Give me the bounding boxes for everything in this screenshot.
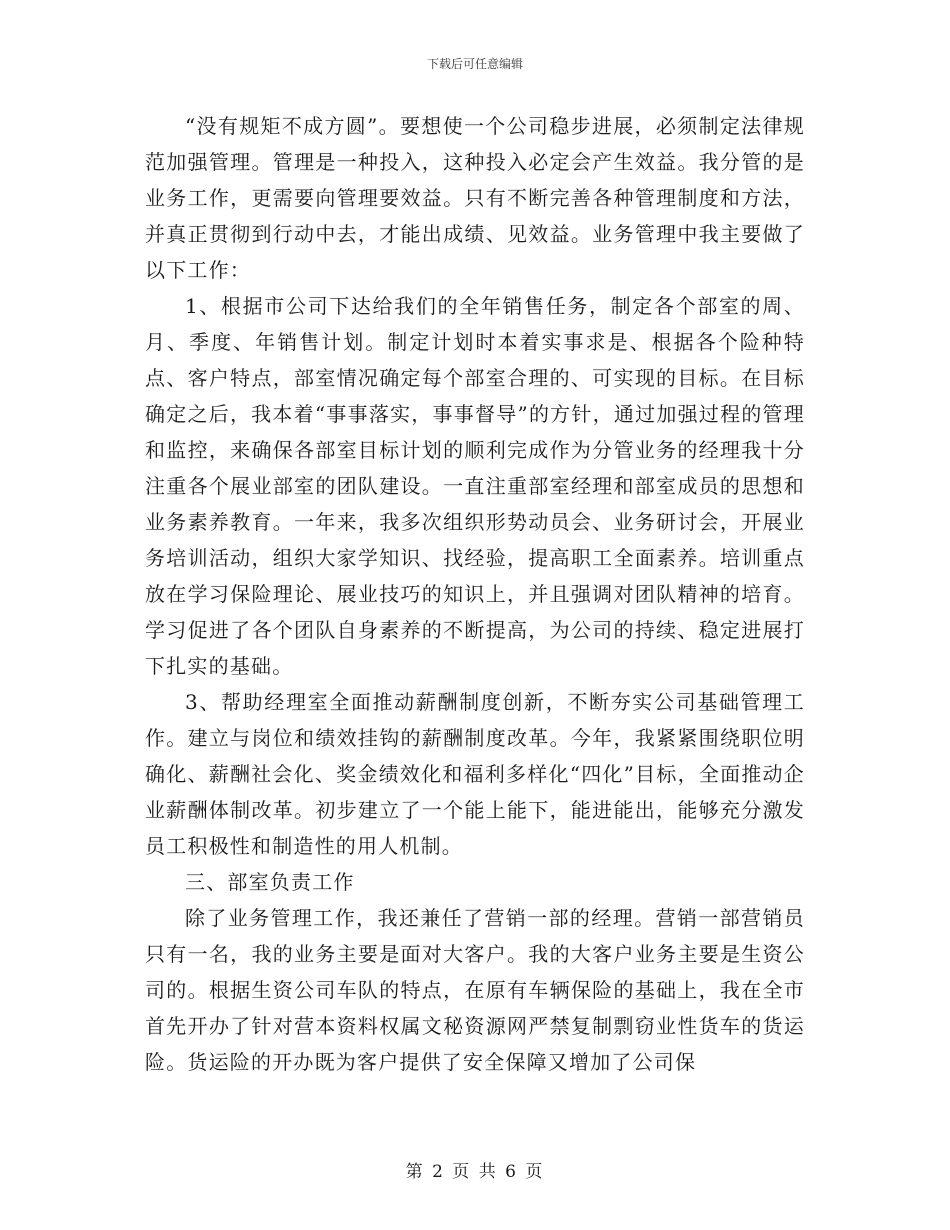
paragraph-item-1-sales-plan: 1、根据市公司下达给我们的全年销售任务，制定各个部室的周、月、季度、年销售计划。制定计划时本着实事求是、根据各个险种特点、客户特点，部室情况确定每个部室合理的、可实现的目标。在目标确定之后，我本着“事事落实，事事督导”的方针，通过加强过程的管理和监控，来确保各部室目标计划的顺利完成作为分管业务的经理我十分注重各个展业部室的团队建设。一直注重部室经理和部室成员的思想和业务素养教育。一年来，我多次组织形势动员会、业务研讨会，开展业务培训活动，组织大家学知识、找经验，提高职工全面素养。培训重点放在学习保险理论、展业技巧的知识上，并且强调对团队精神的培育。学习促进了各个团队自身素养的不断提高，为公司的持续、稳定进展打下扎实的基础。	[145, 294, 805, 678]
section-heading-department-work: 三、部室负责工作	[185, 870, 355, 894]
document-body	[145, 108, 805, 1080]
page-header: 下载后可任意编辑	[426, 57, 523, 71]
paragraph-item-3-salary-reform: 3、帮助经理室全面推动薪酬制度创新，不断夯实公司基础管理工作。建立与岗位和绩效挂钩的薪酬制度改革。今年，我紧紧围绕职位明确化、薪酬社会化、奖金绩效化和福利多样化“四化”目标，全面推动企业薪酬体制改革。初步建立了一个能上能下，能进能出，能够充分激发员工积极性和制造性的用人机制。	[145, 690, 805, 858]
paragraph-department-work: 除了业务管理工作，我还兼任了营销一部的经理。营销一部营销员只有一名，我的业务主要是面对大客户。我的大客户业务主要是生资公司的。根据生资公司车队的特点，在原有车辆保险的基础上，我在全市首先开办了针对营本资料权属文秘资源网严禁复制剽窃业性货车的货运险。货运险的开办既为客户提供了安全保障又增加了公司保	[145, 906, 805, 1074]
page-number-footer: 第 2 页 共 6 页	[405, 1162, 545, 1182]
paragraph-management-intro: “没有规矩不成方圆”。要想使一个公司稳步进展，必须制定法律规范加强管理。管理是一种投入，这种投入必定会产生效益。我分管的是业务工作，更需要向管理要效益。只有不断完善各种管理制度和方法，并真正贯彻到行动中去，才能出成绩、见效益。业务管理中我主要做了以下工作：	[145, 114, 805, 282]
